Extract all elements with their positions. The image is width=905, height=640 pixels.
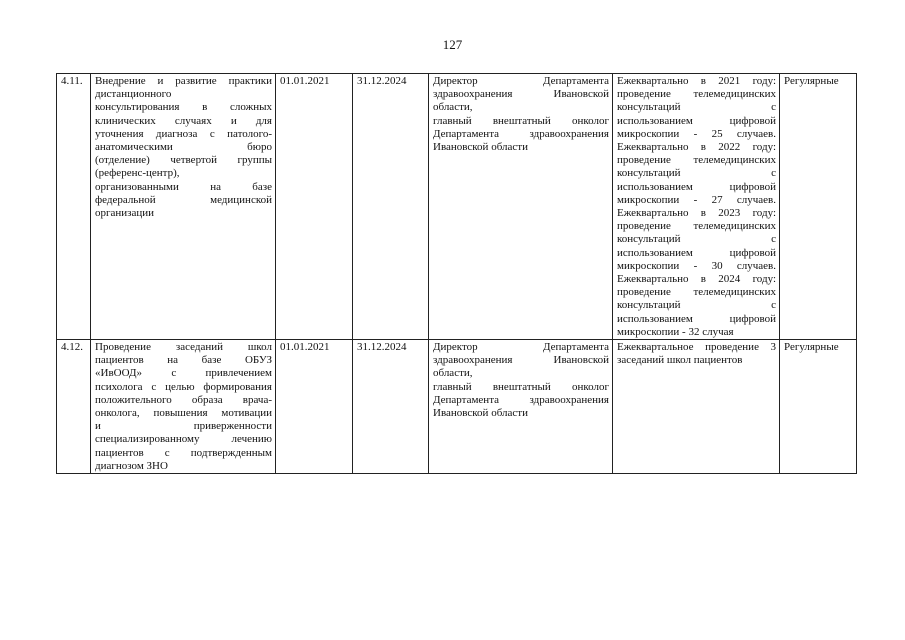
table-row xyxy=(57,340,857,474)
responsible-cell: Директор Департамента здравоохранения Ивановской области, главный внештатный онколог Департамента здравоохранения Ивановской области xyxy=(429,74,613,340)
row-number-cell: 4.12. xyxy=(57,340,91,474)
table-row xyxy=(57,74,857,340)
result-cell: Ежеквартальное проведение 3 заседаний школ пациентов xyxy=(613,340,780,474)
page-number: 127 xyxy=(442,37,463,52)
activity-cell: Проведение заседаний школ пациентов на базе ОБУЗ «ИвООД» с привлечением психолога с целью формирования положительного образа врача- онколога, повышения мотивации и приверженности специализированному лечению пациентов с подтвержденным диагнозом ЗНО xyxy=(91,340,276,474)
end-date-cell: 31.12.2024 xyxy=(353,74,429,340)
responsible-cell: Директор Департамента здравоохранения Ивановской области, главный внештатный онколог Департамента здравоохранения Ивановской области xyxy=(429,340,613,474)
start-date-cell: 01.01.2021 xyxy=(276,74,353,340)
type-cell: Регулярные xyxy=(780,74,857,340)
plan-table xyxy=(56,73,857,474)
start-date-cell: 01.01.2021 xyxy=(276,340,353,474)
end-date-cell: 31.12.2024 xyxy=(353,340,429,474)
row-number-cell: 4.11. xyxy=(57,74,91,340)
result-cell: Ежеквартально в 2021 году: проведение телемедицинских консультаций с использованием цифровой микроскопии - 25 случаев. Ежеквартально в 2022 году: проведение телемедицинских консультаций с использованием цифровой микроскопии - 27 случаев. Ежеквартально в 2023 году: проведение телемедицинских консультаций с использованием цифровой микроскопии - 30 случаев. Ежеквартально в 2024 году: проведение телемедицинских консультаций с использованием цифровой микроскопии - 32 случая xyxy=(613,74,780,340)
type-cell: Регулярные xyxy=(780,340,857,474)
activity-cell: Внедрение и развитие практики дистанционного консультирования в сложных клинических случаях и для уточнения диагноза с патолого- анатомическими бюро (отделение) четвертой группы (референс-центр), организованными на базе федеральной медицинской организации xyxy=(91,74,276,340)
